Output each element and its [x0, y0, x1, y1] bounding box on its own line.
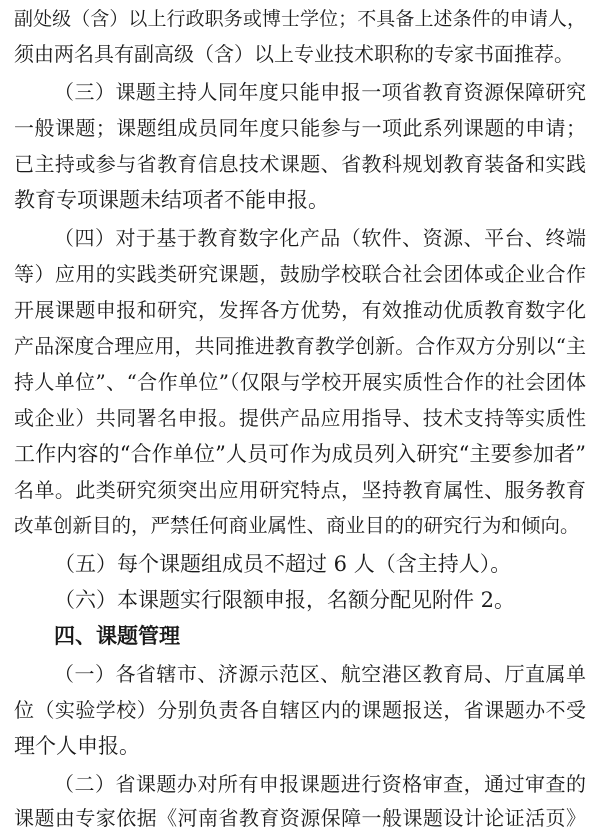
text-line-17: （六）本课题实行限额申报，名额分配见附件 2。	[54, 588, 516, 612]
text-line-10: 产品深度合理应用，共同推进教育教学创新。合作双方分别以“主	[14, 334, 586, 358]
text-line-22: （二）省课题办对所有申报课题进行资格审查，通过审查的	[54, 772, 586, 796]
text-line-1: 副处级（含）以上行政职务或博士学位；不具备上述条件的申请人，	[14, 8, 586, 30]
text-line-6: 教育专项课题未结项者不能申报。	[14, 188, 329, 212]
text-line-14: 名单。此类研究须突出应用研究特点，坚持教育属性、服务教育	[14, 478, 586, 502]
text-line-2: 须由两名具有副高级（含）以上专业技术职称的专家书面推荐。	[14, 42, 574, 66]
text-line-9: 开展课题申报和研究，发挥各方优势，有效推动优质教育数字化	[14, 298, 586, 322]
text-line-13: 工作内容的“合作单位”人员可作为成员列入研究“主要参加者”	[14, 442, 586, 466]
text-line-4: 一般课题；课题组成员同年度只能参与一项此系列课题的申请；	[14, 116, 586, 140]
text-line-21: 理个人申报。	[14, 734, 140, 758]
text-line-15: 改革创新目的，严禁任何商业属性、商业目的的研究行为和倾向。	[14, 514, 580, 537]
text-line-7: （四）对于基于教育数字化产品（软件、资源、平台、终端	[54, 226, 586, 250]
text-line-16: （五）每个课题组成员不超过 6 人（含主持人）。	[54, 552, 512, 576]
text-line-8: 等）应用的实践类研究课题，鼓励学校联合社会团体或企业合作	[14, 262, 586, 286]
text-line-3: （三）课题主持人同年度只能申报一项省教育资源保障研究	[54, 80, 586, 104]
text-line-5: 已主持或参与省教育信息技术课题、省教科规划教育装备和实践	[14, 152, 586, 176]
text-line-20: 位（实验学校）分别负责各自辖区内的课题报送，省课题办不受	[14, 698, 586, 722]
section-heading: 四、课题管理	[54, 624, 180, 648]
text-line-12: 或企业）共同署名申报。提供产品应用指导、技术支持等实质性	[14, 406, 586, 430]
text-line-11: 持人单位”、“合作单位”（仅限与学校开展实质性合作的社会团体	[14, 370, 586, 394]
text-line-23: 课题由专家依据《河南省教育资源保障一般课题设计论证活页》	[14, 806, 586, 830]
text-line-19: （一）各省辖市、济源示范区、航空港区教育局、厅直属单	[54, 662, 586, 686]
